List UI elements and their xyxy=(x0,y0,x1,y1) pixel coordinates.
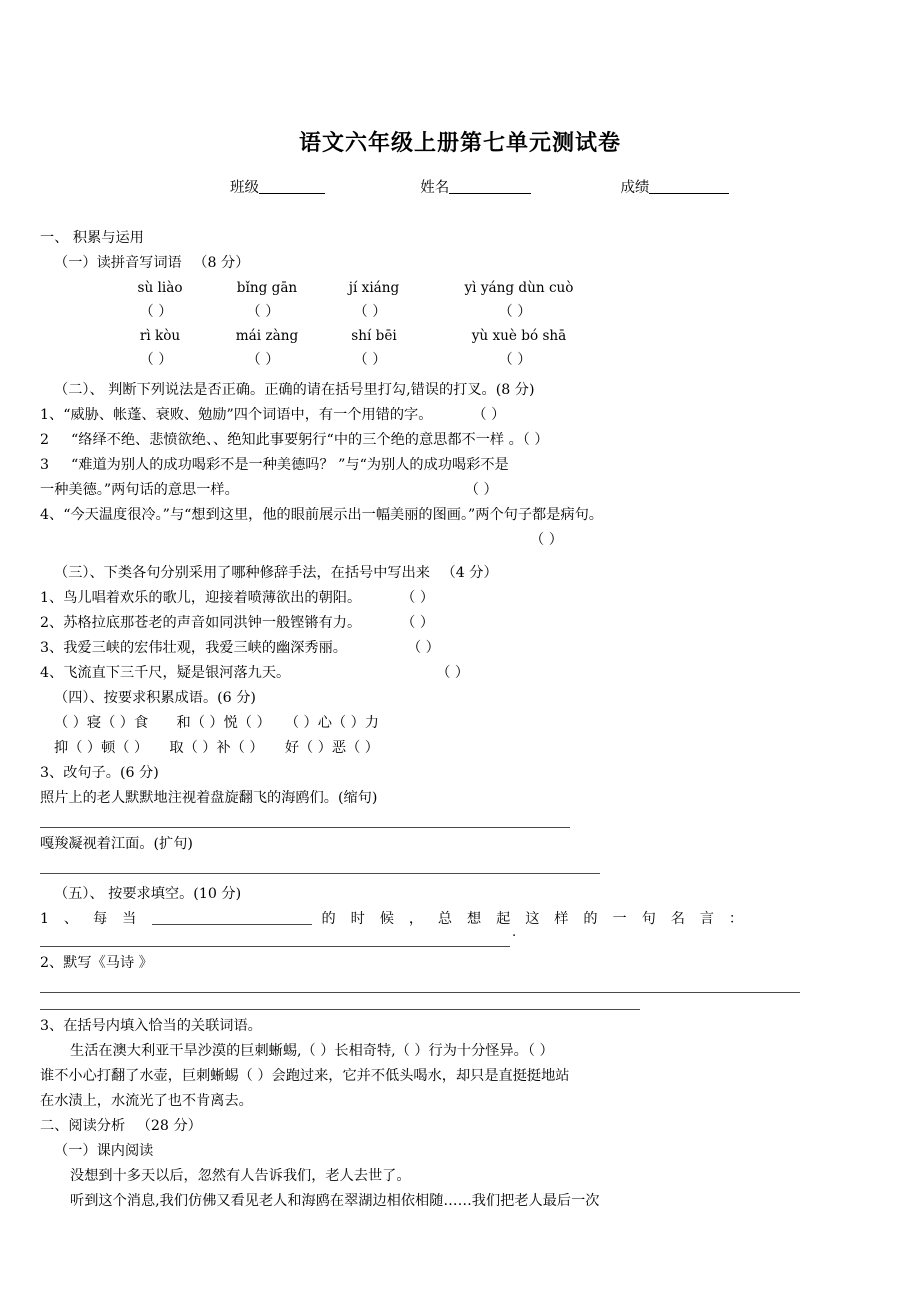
answer-parens[interactable]: （ ） xyxy=(498,304,532,320)
score-label: 成绩 xyxy=(620,180,650,196)
part-two-subheading: （一）课内阅读 xyxy=(54,1143,154,1159)
fill-item-3-line-3: 在水渍上，水流光了也不肯离去。 xyxy=(40,1093,253,1109)
section-rewrite-heading: 3、改句子。(6 分) xyxy=(40,765,159,781)
answer-parens[interactable]: （ ） xyxy=(246,304,280,320)
item-text: 苏格拉底那苍老的声音如同洪钟一般铿锵有力。 xyxy=(63,615,362,631)
answer-parens[interactable]: （ ） xyxy=(401,590,435,606)
period-mark: . xyxy=(512,925,517,940)
fill-item-2-answer-line-2[interactable] xyxy=(40,1009,640,1010)
rewrite-answer-line-2[interactable] xyxy=(40,873,600,874)
judge-item-3-line1 xyxy=(40,453,894,478)
class-label: 班级 xyxy=(230,180,259,196)
fill-item-1-suffix: 的 时 候 ， 总 想 起 这 样 的 一 句 名 言 ： xyxy=(321,911,749,927)
section-rhetoric-heading: （三）、下类各句分别采用了哪种修辞手法，在括号中写出来 （4 分） xyxy=(54,565,498,581)
pinyin-word: yù xuè bó shā xyxy=(471,328,567,344)
item-text: “络绎不绝、悲愤欲绝、、绝知此事要躬行“中的三个绝的意思都不一样 。 xyxy=(71,432,523,448)
item-text: 我爱三峡的宏伟壮观，我爱三峡的幽深秀丽。 xyxy=(63,640,347,656)
idiom-row-1[interactable]: （ ）寝（ ）食 和（ ）悦（ ） （ ）心（ ）力 xyxy=(54,715,379,731)
part-two-heading: 二、阅读分析 （28 分） xyxy=(40,1118,202,1134)
answer-parens[interactable]: （ ） xyxy=(522,432,549,448)
pinyin-answer-row-1 xyxy=(40,300,894,324)
exam-body xyxy=(0,226,920,1214)
fill-item-2-answer-line-1[interactable] xyxy=(40,992,800,993)
rewrite-item-2: 嘎羧凝视着江面。(扩句) xyxy=(40,836,193,852)
rewrite-item-1: 照片上的老人默默地注视着盘旋翻飞的海鸥们。(缩句) xyxy=(40,790,378,806)
fill-item-1-answer-line[interactable] xyxy=(40,946,510,947)
item-number: 1、 xyxy=(40,407,64,423)
fill-item-1 xyxy=(40,907,894,932)
reading-paragraph-1: 没想到十多天以后，忽然有人告诉我们，老人去世了。 xyxy=(70,1168,411,1184)
item-number: 2 xyxy=(40,432,50,448)
idiom-row-2[interactable]: 抑（ ）顿（ ） 取（ ）补（ ） 好（ ）恶（ ） xyxy=(54,740,379,756)
reading-paragraph-2: 听到这个消息,我们仿佛又看见老人和海鸥在翠湖边相依相随……我们把老人最后一次 xyxy=(70,1193,600,1209)
pinyin-row-2 xyxy=(40,324,894,348)
pinyin-word: jí xiáng xyxy=(348,280,400,296)
fill-item-3-line-1[interactable]: 生活在澳大利亚干旱沙漠的巨刺蜥蜴,（ ）长相奇特,（ ）行为十分怪异。（ ） xyxy=(70,1043,554,1059)
judge-item-2 xyxy=(40,428,894,453)
student-info-row xyxy=(0,176,920,200)
pinyin-answer-row-2 xyxy=(40,348,894,372)
item-text-cont: 一种美德。”两句话的意思一样。 xyxy=(40,482,239,498)
item-number: 3、 xyxy=(40,640,64,656)
section-idiom-heading: （四）、按要求积累成语。(6 分) xyxy=(54,690,256,706)
answer-parens[interactable]: （ ） xyxy=(246,352,280,368)
rhetoric-item-1 xyxy=(40,586,894,611)
section-judge-heading: （二）、 判断下列说法是否正确。正确的请在括号里打勾,错误的打叉。(8 分) xyxy=(54,382,535,398)
judge-item-3-line2 xyxy=(40,478,894,503)
answer-parens[interactable]: （ ） xyxy=(401,615,435,631)
name-label: 姓名 xyxy=(420,180,450,196)
answer-parens[interactable]: （ ） xyxy=(498,352,532,368)
item-number: 4、 xyxy=(40,665,64,681)
item-text: “难道为别人的成功喝彩不是一种美德吗？ ”与“为别人的成功喝彩不是 xyxy=(71,457,509,473)
item-number: 1、 xyxy=(40,590,64,606)
part-one-heading: 一、 积累与运用 xyxy=(40,230,144,246)
item-text: “威胁、帐蓬、衰败、勉励”四个词语中，有一个用错的字。 xyxy=(63,407,433,423)
answer-parens[interactable]: （ ） xyxy=(436,665,470,681)
fill-item-1-prefix: 1 、 每 当 xyxy=(40,911,142,927)
pinyin-word: mái zàng xyxy=(235,328,299,344)
fill-item-3-line-2[interactable]: 谁不小心打翻了水壶，巨刺蜥蜴（ ）会跑过来，它并不低头喝水，却只是直挺挺地站 xyxy=(40,1068,570,1084)
fill-item-1-answer-wrap xyxy=(40,925,640,947)
class-field[interactable] xyxy=(230,176,325,200)
pinyin-word: bǐng gān xyxy=(236,280,298,296)
rewrite-answer-line-1[interactable] xyxy=(40,827,570,828)
judge-item-4-paren[interactable]: （ ） xyxy=(530,532,563,548)
name-input-line[interactable] xyxy=(449,180,531,194)
answer-parens[interactable]: （ ） xyxy=(472,407,506,423)
name-field[interactable] xyxy=(420,176,531,200)
fill-item-3-heading: 3、在括号内填入恰当的关联词语。 xyxy=(40,1018,262,1034)
item-number: 2、 xyxy=(40,615,64,631)
answer-parens[interactable]: （ ） xyxy=(139,352,173,368)
judge-item-4 xyxy=(40,503,894,528)
pinyin-word: rì kòu xyxy=(139,328,181,344)
score-field[interactable] xyxy=(620,176,729,200)
answer-parens[interactable]: （ ） xyxy=(353,352,387,368)
judge-item-1 xyxy=(40,403,894,428)
item-text: 鸟儿唱着欢乐的歌儿，迎接着喷薄欲出的朝阳。 xyxy=(63,590,362,606)
class-input-line[interactable] xyxy=(259,180,325,194)
score-input-line[interactable] xyxy=(649,180,729,194)
item-text: 飞流直下三千尺，疑是银河落九天。 xyxy=(63,665,291,681)
item-text: “今天温度很冷。”与“想到这里，他的眼前展示出一幅美丽的图画。”两个句子都是病句。 xyxy=(63,507,603,523)
rhetoric-item-4 xyxy=(40,661,894,686)
pinyin-word: shí bēi xyxy=(351,328,397,344)
answer-parens[interactable]: （ ） xyxy=(353,304,387,320)
item-number: 4、 xyxy=(40,507,64,523)
answer-parens[interactable]: （ ） xyxy=(139,304,173,320)
fill-item-2: 2、默写《马诗 》 xyxy=(40,955,153,971)
rhetoric-item-2 xyxy=(40,611,894,636)
answer-parens[interactable]: （ ） xyxy=(464,482,498,498)
answer-parens[interactable]: （ ） xyxy=(406,640,440,656)
section-fill-heading: （五）、 按要求填空。(10 分) xyxy=(54,886,242,902)
pinyin-row-1 xyxy=(40,276,894,300)
pinyin-word: yì yáng dùn cuò xyxy=(464,280,574,296)
item-number: 3 xyxy=(40,457,50,473)
pinyin-word: sù liào xyxy=(137,280,183,296)
fill-item-1-blank[interactable] xyxy=(152,911,312,925)
rhetoric-item-3 xyxy=(40,636,894,661)
page-title: 语文六年级上册第七单元测试卷 xyxy=(298,130,621,156)
section-pinyin-heading: （一）读拼音写词语 （8 分） xyxy=(54,255,250,271)
